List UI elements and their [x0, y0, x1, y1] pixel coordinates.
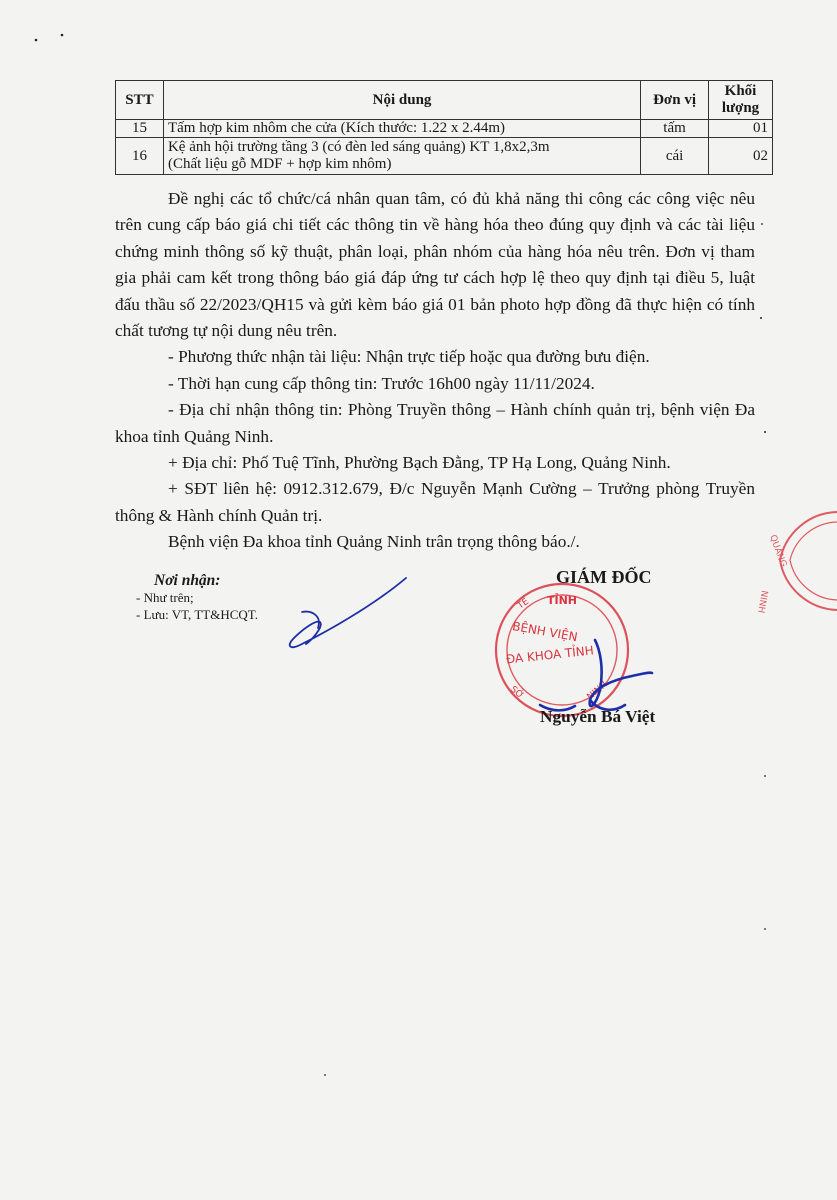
- cell-stt: 15: [116, 120, 164, 138]
- cell-qty: 01: [709, 120, 773, 138]
- cell-unit: tấm: [641, 120, 709, 138]
- director-name: Nguyễn Bá Việt: [540, 707, 656, 726]
- svg-text:QUẢNG: QUẢNG: [767, 533, 789, 569]
- header-unit: Đơn vị: [641, 81, 709, 120]
- method-line: - Phương thức nhận tài liệu: Nhận trực tiếp hoặc qua đường bưu điện.: [168, 347, 650, 367]
- recipients-title: Nơi nhận:: [154, 572, 221, 589]
- initial-signature: [290, 578, 406, 647]
- director-title: GIÁM ĐỐC: [556, 567, 652, 587]
- svg-text:NINH: NINH: [755, 589, 769, 614]
- header-content: Nội dung: [163, 81, 640, 120]
- svg-text:TẾ: TẾ: [515, 596, 531, 612]
- cell-stt: 16: [116, 138, 164, 175]
- official-stamp: [496, 584, 628, 716]
- recipient-item: - Lưu: VT, TT&HCQT.: [136, 607, 258, 622]
- svg-text:NINH: NINH: [585, 679, 610, 703]
- cell-content-line1: Kệ ảnh hội trường tầng 3 (có đèn led sáng quảng) KT 1,8x2,3m: [167, 139, 550, 155]
- header-stt: STT: [116, 81, 164, 120]
- cell-content: Tấm hợp kim nhôm che cửa (Kích thước: 1.22 x 2.44m): [163, 120, 640, 138]
- svg-text:BỆNH VIỆN: BỆNH VIỆN: [511, 618, 579, 645]
- header-qty-line2: lượng: [721, 100, 760, 116]
- svg-text:SỞ: SỞ: [508, 684, 526, 702]
- recipient-item: - Như trên;: [136, 590, 194, 605]
- cell-content-line2: (Chất liệu gỗ MDF + hợp kim nhôm): [167, 156, 392, 172]
- svg-text:TỈNH: TỈNH: [547, 594, 578, 607]
- edge-stamp: [755, 512, 837, 614]
- receive-address-paragraph: - Địa chỉ nhận thông tin: Phòng Truyền thông – Hành chính quản trị, bệnh viện Đa khoa tỉnh Quảng Ninh.: [115, 400, 755, 446]
- request-paragraph: Đề nghị các tổ chức/cá nhân quan tâm, có đủ khả năng thi công các công việc nêu trên cung cấp báo giá chi tiết các thông tin về hàng hóa theo đúng quy định và các tài liệu chứng minh thông số kỹ thuật, phân loại, phân nhóm của hàng hóa nêu trên. Đơn vị tham gia phải cam kết trong thông báo giá đáp ứng tư cách hợp lệ theo quy định tại điều 5, luật đấu thầu số 22/2023/QH15 và gửi kèm báo giá 01 bản photo hợp đồng đã thực hiện có tính chất tương tự nội dung nêu trên.: [115, 189, 755, 341]
- scan-marks: [35, 34, 766, 1076]
- phone-paragraph: + SĐT liên hệ: 0912.312.679, Đ/c Nguyễn Mạnh Cường – Trưởng phòng Truyền thông & Hành chính Quản trị.: [115, 479, 755, 525]
- cell-qty: 02: [709, 138, 773, 175]
- header-qty-line1: Khối: [724, 83, 757, 99]
- deadline-line: - Thời hạn cung cấp thông tin: Trước 16h00 ngày 11/11/2024.: [168, 373, 595, 393]
- closing-line: Bệnh viện Đa khoa tỉnh Quảng Ninh trân trọng thông báo./.: [168, 532, 580, 551]
- svg-text:ĐA KHOA TỈNH: ĐA KHOA TỈNH: [505, 643, 595, 667]
- address-line: + Địa chỉ: Phố Tuệ Tĩnh, Phường Bạch Đằng, TP Hạ Long, Quảng Ninh.: [168, 453, 671, 473]
- cell-unit: cái: [641, 138, 709, 175]
